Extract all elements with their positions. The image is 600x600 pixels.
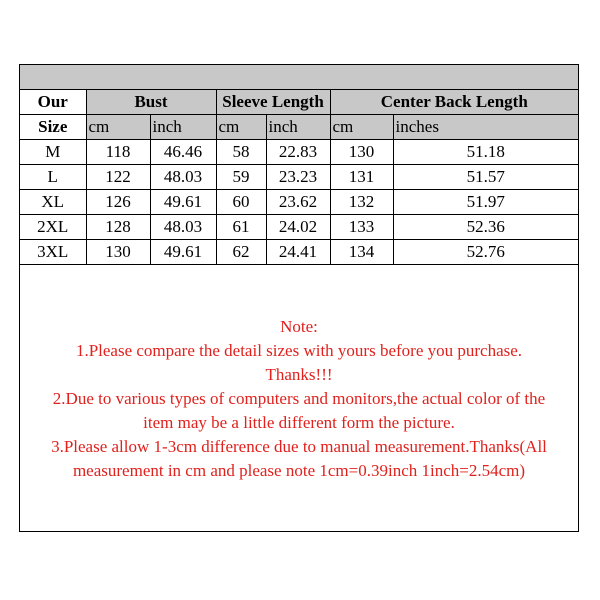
table-row [20,215,578,240]
table-row [20,140,578,165]
header-sleeve-length: Sleeve Length [216,90,330,115]
cell-size: L [20,165,86,190]
cell-back-inches: 51.97 [393,190,578,215]
cell-back-inches: 51.18 [393,140,578,165]
cell-size: XL [20,190,86,215]
table-header-row [20,90,578,115]
cell-size: M [20,140,86,165]
cell-back-inches: 52.36 [393,215,578,240]
note-line: 1.Please compare the detail sizes with yours before you purchase. [75,341,523,360]
size-table [20,90,578,265]
cell-sleeve-cm: 58 [216,140,266,165]
cell-sleeve-inch: 23.62 [266,190,330,215]
cell-sleeve-inch: 23.23 [266,165,330,190]
unit-bust-cm: cm [86,115,150,140]
header-bust: Bust [86,90,216,115]
note-line: 2.Due to various types of computers and monitors,the actual color of the [52,389,546,408]
header-center-back-length: Center Back Length [330,90,578,115]
cell-bust-inch: 48.03 [150,215,216,240]
cell-size: 2XL [20,215,86,240]
note-line: Thanks!!! [265,365,333,384]
note-line: item may be a little different form the picture. [143,413,455,432]
cell-bust-inch: 46.46 [150,140,216,165]
cell-bust-inch: 49.61 [150,190,216,215]
cell-back-inches: 51.57 [393,165,578,190]
cell-sleeve-inch: 22.83 [266,140,330,165]
table-units-row [20,115,578,140]
top-bar [20,65,578,90]
cell-bust-cm: 130 [86,240,150,265]
cell-bust-cm: 128 [86,215,150,240]
header-size: Size [20,115,86,140]
cell-sleeve-cm: 59 [216,165,266,190]
note-block [20,315,578,483]
table-row [20,165,578,190]
table-row [20,190,578,215]
unit-sleeve-cm: cm [216,115,266,140]
cell-back-cm: 130 [330,140,393,165]
unit-sleeve-inch: inch [266,115,330,140]
note-line: measurement in cm and please note 1cm=0.39inch 1inch=2.54cm) [72,461,526,480]
cell-sleeve-cm: 62 [216,240,266,265]
cell-bust-cm: 126 [86,190,150,215]
cell-sleeve-cm: 60 [216,190,266,215]
cell-back-cm: 134 [330,240,393,265]
cell-back-cm: 133 [330,215,393,240]
header-our: Our [20,90,86,115]
unit-back-inches: inches [393,115,578,140]
table-row [20,240,578,265]
cell-bust-cm: 118 [86,140,150,165]
cell-back-cm: 132 [330,190,393,215]
unit-back-cm: cm [330,115,393,140]
cell-bust-inch: 48.03 [150,165,216,190]
unit-bust-inch: inch [150,115,216,140]
cell-sleeve-inch: 24.41 [266,240,330,265]
note-title: Note: [280,317,318,336]
cell-bust-cm: 122 [86,165,150,190]
cell-size: 3XL [20,240,86,265]
cell-back-cm: 131 [330,165,393,190]
note-line: 3.Please allow 1-3cm difference due to manual measurement.Thanks(All [51,437,547,456]
cell-sleeve-inch: 24.02 [266,215,330,240]
cell-bust-inch: 49.61 [150,240,216,265]
size-chart [19,64,579,532]
cell-sleeve-cm: 61 [216,215,266,240]
cell-back-inches: 52.76 [393,240,578,265]
